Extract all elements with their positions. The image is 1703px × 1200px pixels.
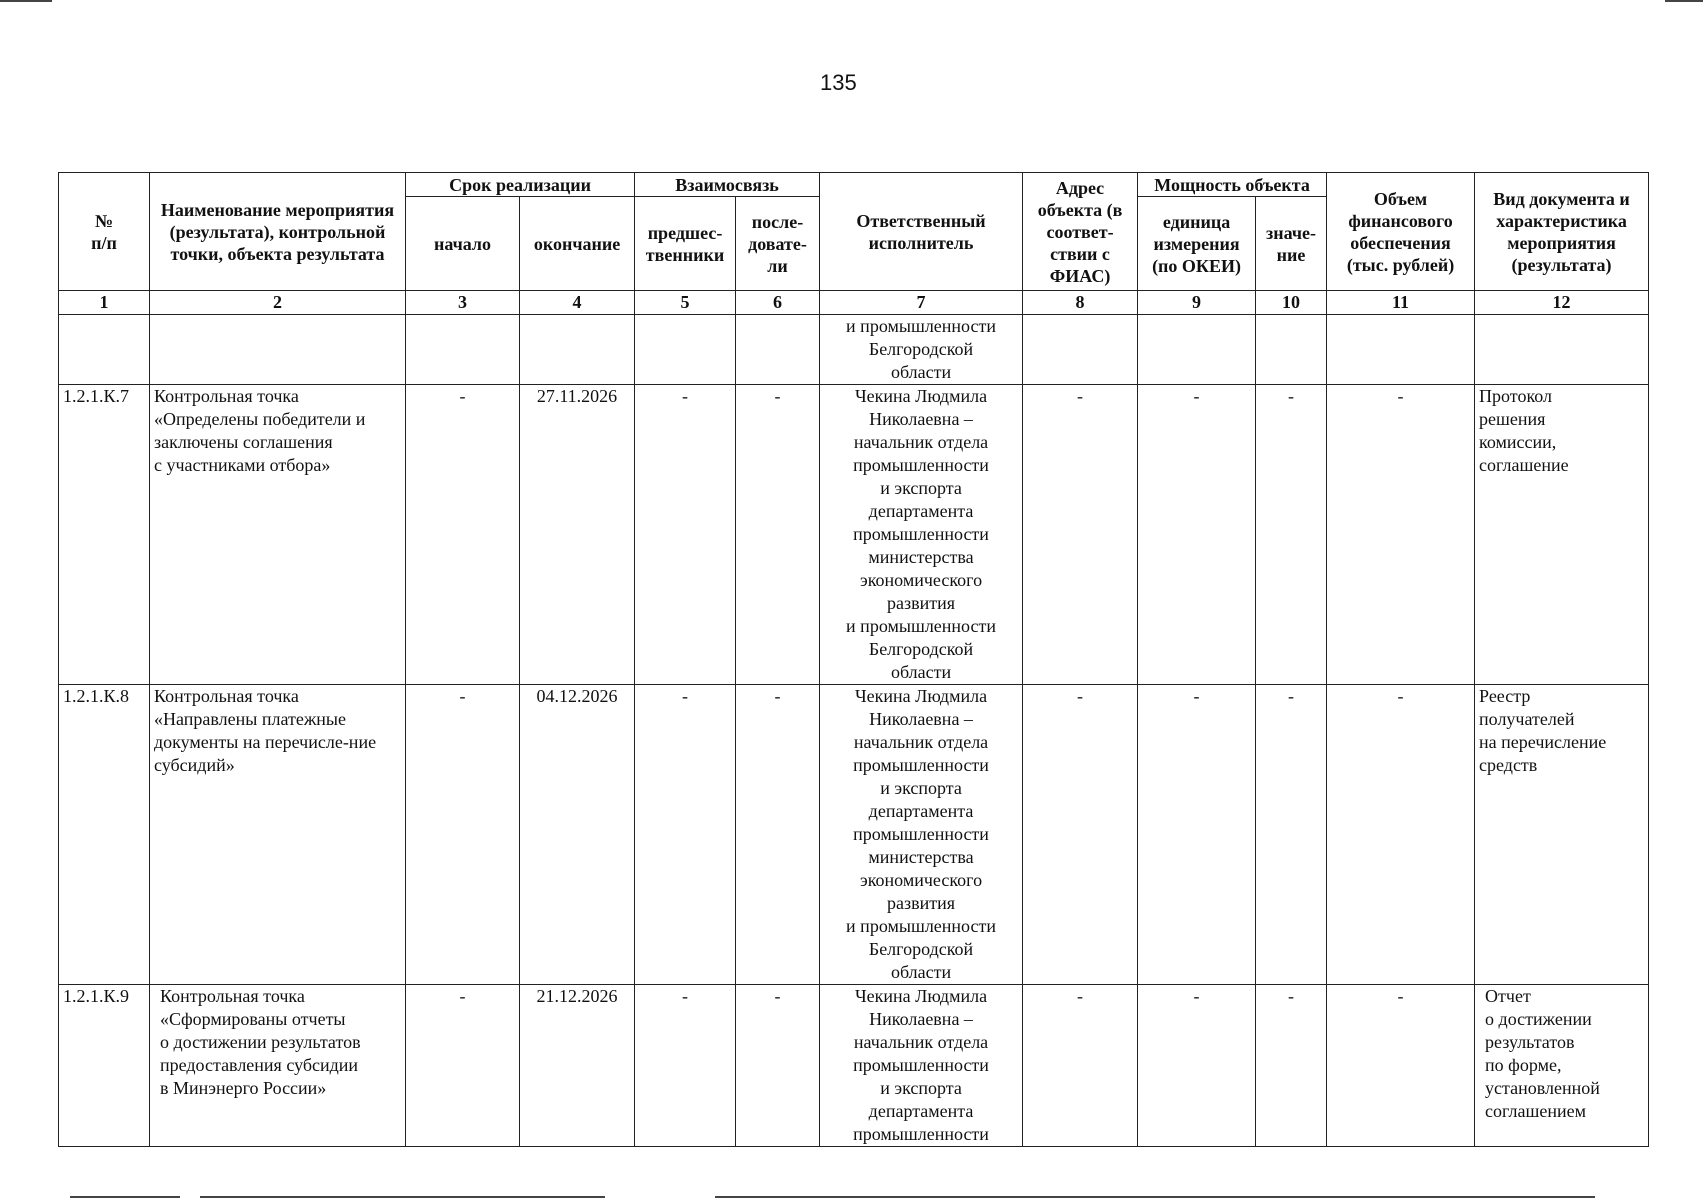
empty-cell xyxy=(736,315,820,385)
unit-cell: - xyxy=(1138,985,1256,1147)
predecessors: - xyxy=(635,685,736,985)
header-unit: единица измерения (по ОКЕИ) xyxy=(1138,197,1256,291)
start-date: - xyxy=(406,685,520,985)
column-number: 12 xyxy=(1475,291,1649,315)
finance-cell: - xyxy=(1327,385,1475,685)
successors: - xyxy=(736,385,820,685)
column-number: 6 xyxy=(736,291,820,315)
successors: - xyxy=(736,985,820,1147)
header-document: Вид документа и характеристика мероприятия (результата) xyxy=(1475,173,1649,291)
header-capacity-group: Мощность объекта xyxy=(1138,173,1327,197)
header-predecessors: предшес-твенники xyxy=(635,197,736,291)
value-cell: - xyxy=(1256,685,1327,985)
end-date: 04.12.2026 xyxy=(520,685,635,985)
predecessors: - xyxy=(635,385,736,685)
executor-cell: Чекина Людмила Николаевна – начальник отдела промышленности и экспорта департамента промышленности министерства экономического развития и промышленности Белгородской области xyxy=(820,685,1023,985)
address-cell: - xyxy=(1023,685,1138,985)
empty-cell xyxy=(406,315,520,385)
column-number: 8 xyxy=(1023,291,1138,315)
end-date: 21.12.2026 xyxy=(520,985,635,1147)
row-id: 1.2.1.К.8 xyxy=(59,685,150,985)
empty-cell xyxy=(150,315,406,385)
executor-cell: и промышленности Белгородской области xyxy=(820,315,1023,385)
header-finance: Объем финансового обеспечения (тыс. рублей) xyxy=(1327,173,1475,291)
end-date: 27.11.2026 xyxy=(520,385,635,685)
column-number: 2 xyxy=(150,291,406,315)
scan-edge-top-left xyxy=(0,0,52,2)
predecessors: - xyxy=(635,985,736,1147)
column-number: 1 xyxy=(59,291,150,315)
start-date: - xyxy=(406,985,520,1147)
column-number: 5 xyxy=(635,291,736,315)
value-cell: - xyxy=(1256,385,1327,685)
header-end: окончание xyxy=(520,197,635,291)
header-name: Наименование мероприятия (результата), контрольной точки, объекта результата xyxy=(150,173,406,291)
scan-edge-bottom-mid xyxy=(200,1196,605,1198)
document-cell: Реестр получателей на перечисление средств xyxy=(1475,685,1649,985)
table-row xyxy=(59,385,1649,685)
continuation-row xyxy=(59,315,1649,385)
empty-cell xyxy=(635,315,736,385)
empty-cell xyxy=(1256,315,1327,385)
executor-cell: Чекина Людмила Николаевна – начальник отдела промышленности и экспорта департамента промышленности министерства экономического развития и промышленности Белгородской области xyxy=(820,385,1023,685)
executor-cell: Чекина Людмила Николаевна – начальник отдела промышленности и экспорта департамента промышленности xyxy=(820,985,1023,1147)
column-number: 10 xyxy=(1256,291,1327,315)
empty-cell xyxy=(1138,315,1256,385)
column-number: 7 xyxy=(820,291,1023,315)
header-successors: после-довате-ли xyxy=(736,197,820,291)
unit-cell: - xyxy=(1138,685,1256,985)
scan-edge-bottom-left xyxy=(70,1196,180,1198)
header-start: начало xyxy=(406,197,520,291)
header-executor: Ответственный исполнитель xyxy=(820,173,1023,291)
header-number: № п/п xyxy=(59,173,150,291)
value-cell: - xyxy=(1256,985,1327,1147)
header-term-group: Срок реализации xyxy=(406,173,635,197)
document-cell: Протокол решения комиссии, соглашение xyxy=(1475,385,1649,685)
column-number: 11 xyxy=(1327,291,1475,315)
address-cell: - xyxy=(1023,985,1138,1147)
scan-edge-top-right xyxy=(1665,0,1703,2)
table-row xyxy=(59,985,1649,1147)
page-number: 135 xyxy=(820,70,857,95)
header-link-group: Взаимосвязь xyxy=(635,173,820,197)
address-cell: - xyxy=(1023,385,1138,685)
unit-cell: - xyxy=(1138,385,1256,685)
event-name: Контрольная точка «Сформированы отчеты о достижении результатов предоставления субсидии в Минэнерго России» xyxy=(150,985,406,1147)
implementation-plan-table xyxy=(58,172,1649,1147)
empty-cell xyxy=(59,315,150,385)
header-address: Адрес объекта (в соответ-ствии с ФИАС) xyxy=(1023,173,1138,291)
finance-cell: - xyxy=(1327,985,1475,1147)
empty-cell xyxy=(1327,315,1475,385)
event-name: Контрольная точка «Определены победители и заключены соглашения с участниками отбора» xyxy=(150,385,406,685)
event-name: Контрольная точка «Направлены платежные документы на перечисле-ние субсидий» xyxy=(150,685,406,985)
column-number: 4 xyxy=(520,291,635,315)
row-id: 1.2.1.К.9 xyxy=(59,985,150,1147)
finance-cell: - xyxy=(1327,685,1475,985)
row-id: 1.2.1.К.7 xyxy=(59,385,150,685)
column-number: 3 xyxy=(406,291,520,315)
successors: - xyxy=(736,685,820,985)
table-row xyxy=(59,685,1649,985)
empty-cell xyxy=(1023,315,1138,385)
header-value: значе-ние xyxy=(1256,197,1327,291)
column-number-row xyxy=(59,291,1649,315)
start-date: - xyxy=(406,385,520,685)
scan-edge-bottom-right xyxy=(715,1196,1595,1198)
empty-cell xyxy=(1475,315,1649,385)
empty-cell xyxy=(520,315,635,385)
document-cell: Отчет о достижении результатов по форме, установленной соглашением xyxy=(1475,985,1649,1147)
column-number: 9 xyxy=(1138,291,1256,315)
